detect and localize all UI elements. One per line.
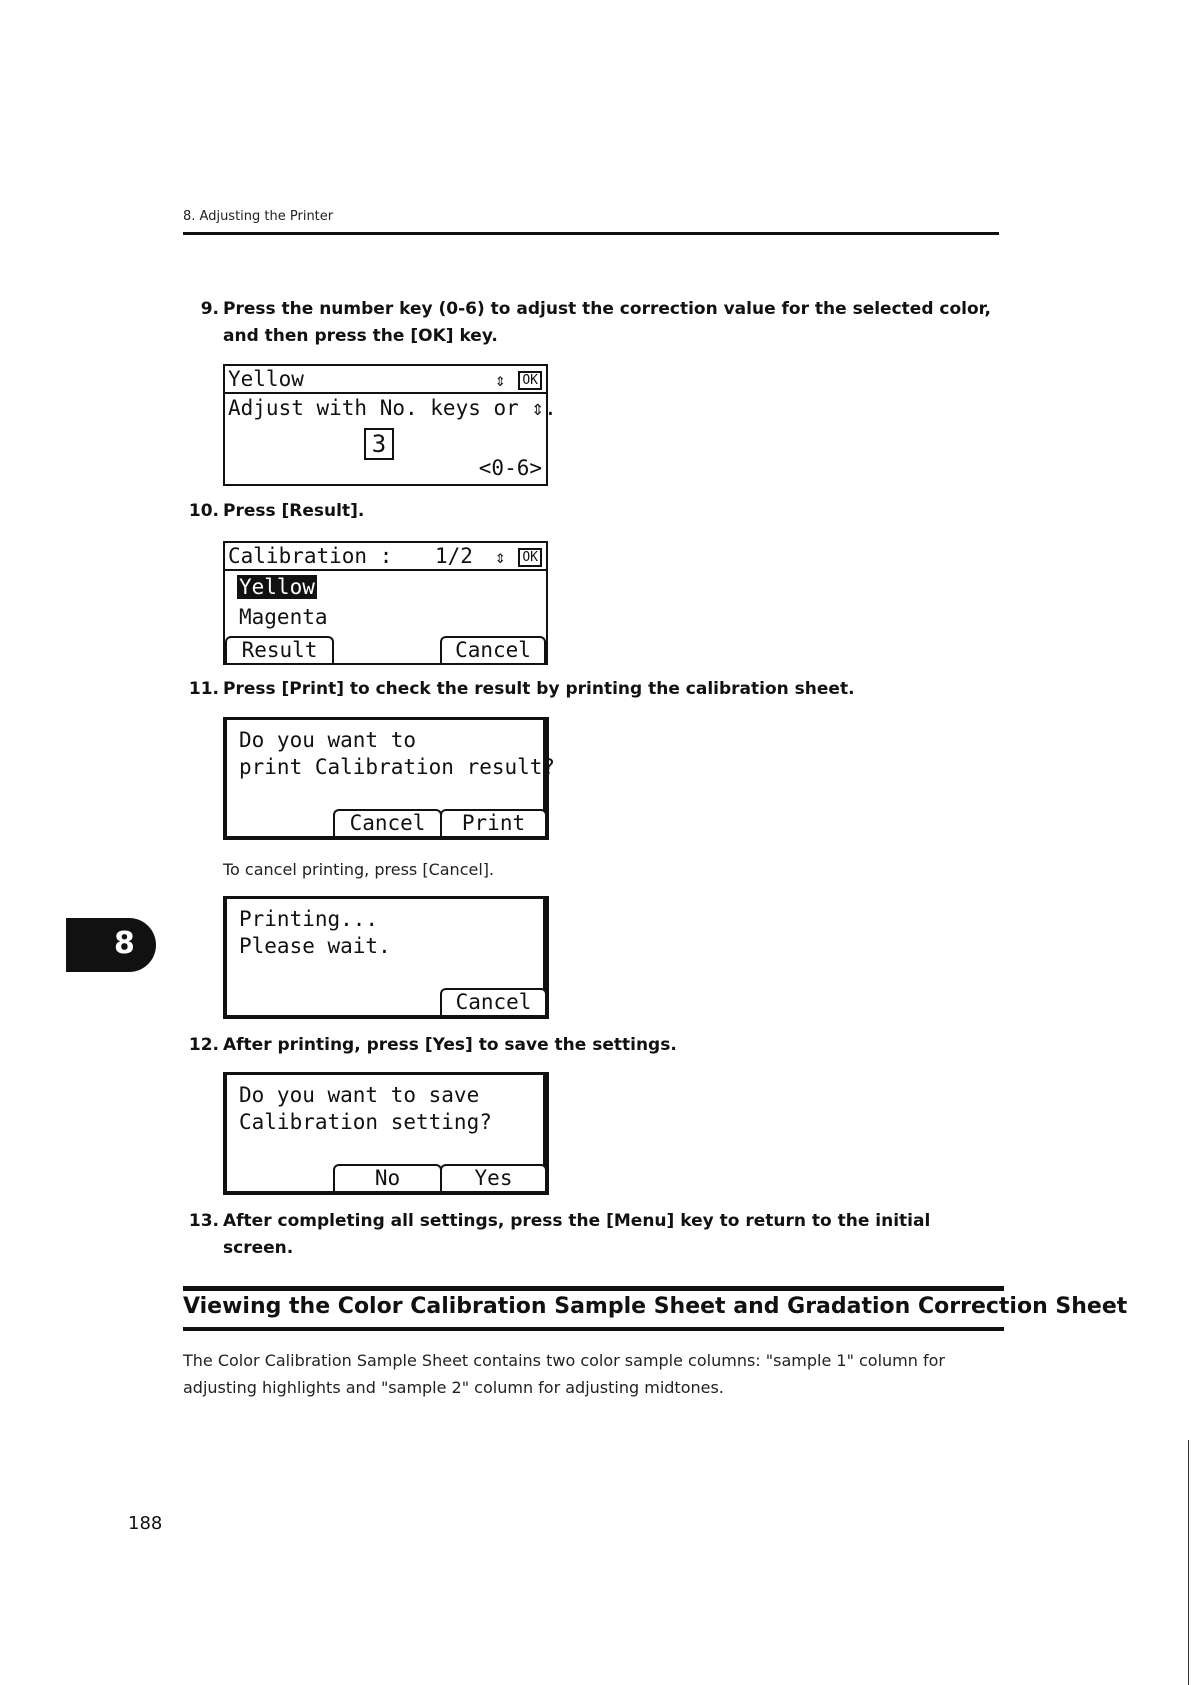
step-text: After completing all settings, press the [Menu] key to return to the initial screen. [223,1211,931,1258]
lcd-message-line2: Please wait. [239,934,391,958]
result-button[interactable]: Result [225,636,334,663]
chapter-number: 8 [114,926,135,961]
lcd-calibration-menu [223,541,548,665]
no-button[interactable]: No [333,1164,442,1191]
chapter-tab [66,918,156,972]
cancel-button[interactable]: Cancel [440,988,547,1015]
ok-key-icon: OK [518,371,542,390]
step-text: After printing, press [Yes] to save the settings. [223,1035,677,1055]
lcd-yellow-adjust [223,364,557,486]
step-number: 9. [200,299,219,319]
lcd-save-confirm [223,1072,549,1195]
lcd-message-line1: Printing... [239,907,379,931]
cancel-note: To cancel printing, press [Cancel]. [223,860,495,879]
step-11 [183,676,1003,704]
lcd-message-line2: print Calibration result? [239,755,556,779]
lcd-title-row [225,366,546,394]
step-9 [183,296,1003,352]
step-12 [183,1032,1003,1060]
cancel-button[interactable]: Cancel [333,809,442,836]
step-number: 11. [188,679,219,699]
section-bottom-rule [183,1327,1004,1331]
lcd-message-line2: Calibration setting? [239,1110,492,1134]
lcd-printing [223,896,549,1019]
up-down-arrows-icon: ⇕ [494,547,506,568]
up-down-arrows-icon: ⇕ [494,370,506,391]
running-header: 8. Adjusting the Printer [183,209,334,224]
menu-item-magenta[interactable]: Magenta [239,605,328,629]
step-text: Press [Print] to check the result by printing the calibration sheet. [223,679,855,699]
lcd-message-line1: Do you want to save [239,1083,480,1107]
page-indicator: 1/2 [435,544,473,568]
step-text: Press the number key (0-6) to adjust the correction value for the selected color, and then press the [OK] key. [223,299,992,346]
value-entry-box[interactable]: 3 [364,428,394,460]
range-indicator: <0-6> [478,456,542,480]
step-10 [183,498,1003,526]
step-number: 12. [188,1035,219,1055]
print-button[interactable]: Print [440,809,547,836]
lcd-message-line1: Do you want to [239,728,417,752]
cancel-button[interactable]: Cancel [440,636,546,663]
step-13 [183,1208,1003,1258]
step-number: 10. [188,501,219,521]
lcd-print-confirm [223,717,556,840]
section-top-rule [183,1286,1004,1291]
section-paragraph: The Color Calibration Sample Sheet contains two color sample columns: "sample 1" column for adjusting highlights and "sample 2" column for adjusting midtones. [183,1351,945,1397]
page-edge-line [1188,1440,1189,1685]
menu-item-yellow[interactable]: Yellow [239,575,315,599]
header-rule [183,232,999,235]
step-text: Press [Result]. [223,501,365,521]
lcd-title-row [225,543,546,571]
lcd-title: Yellow [228,367,304,391]
lcd-instruction: Adjust with No. keys or ⇕. [228,396,557,420]
step-number: 13. [188,1211,219,1231]
yes-button[interactable]: Yes [440,1164,547,1191]
section-heading: Viewing the Color Calibration Sample Sheet and Gradation Correction Sheet [183,1294,1128,1319]
ok-key-icon: OK [518,548,542,567]
page-number: 188 [128,1513,163,1534]
lcd-title: Calibration : [228,544,393,568]
